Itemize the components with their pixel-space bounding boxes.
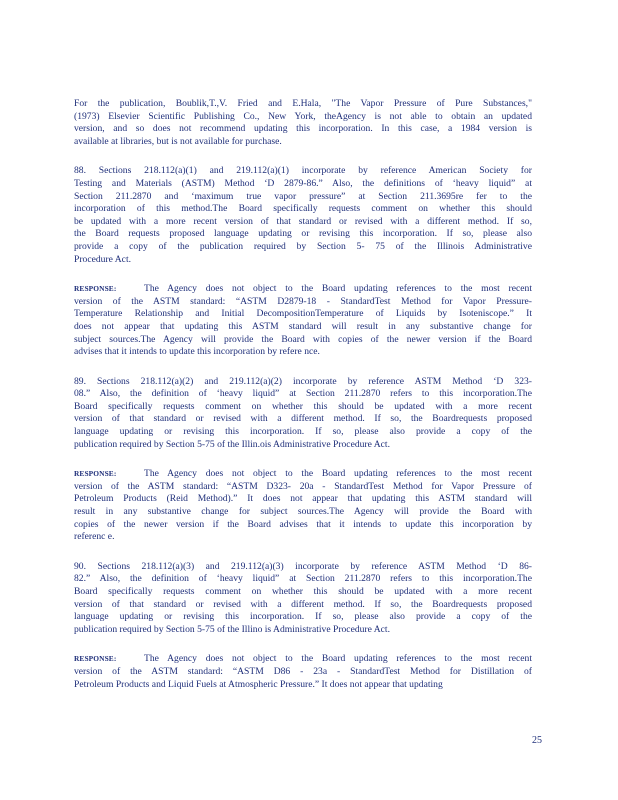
text-line (74, 493, 532, 506)
text-line (74, 123, 532, 136)
text-line (74, 296, 532, 309)
comment-paragraph (74, 98, 532, 148)
line-text: Temperature Relationship and Initial DecompositionTemperature of Liquids by Isoteniscope.” It (74, 308, 532, 320)
line-text: available at libraries, but is not available for purchase. (74, 135, 282, 147)
line-text: be updated with a more recent version of that standard or revised with a different method. If so, (74, 215, 532, 227)
text-line (74, 519, 532, 532)
comment-paragraph (74, 376, 532, 452)
line-text: The Agency does not object to the Board updating references to the most recent (144, 653, 532, 665)
text-line (74, 506, 532, 519)
text-line (74, 531, 532, 544)
text-line (74, 191, 532, 204)
line-text: Section 211.2870 and ‘maximum true vapor pressure” at Section 211.3695re fer to the (74, 190, 532, 202)
line-text: language updating or revising this incorporation. If so, please also provide a copy of the (74, 426, 532, 438)
text-line (74, 388, 532, 401)
line-text: Board specifically requests comment on whether this should be updated with a more recent (74, 586, 532, 597)
line-text: version of the ASTM standard: “ASTM D86 - 23a - StandardTest Method for Distillation of (74, 665, 532, 677)
text-line (74, 679, 532, 692)
text-line (74, 426, 532, 439)
line-text: provide a copy of the publication required by Section 5- 75 of the Illinois Administrative (74, 240, 532, 252)
text-line (74, 321, 532, 334)
text-line (74, 481, 532, 494)
line-text: referenc e. (74, 531, 115, 543)
text-line (74, 98, 532, 111)
text-line (74, 203, 532, 216)
response-label: RESPONSE: (74, 284, 117, 294)
text-line (74, 573, 532, 586)
line-text: 90. Sections 218.112(a)(3) and 219.112(a)(3) incorporate by reference ASTM Method ‘D 86- (74, 560, 532, 572)
response-paragraph (74, 653, 532, 691)
text-line (74, 666, 532, 679)
line-text: the Board requests proposed language updating or revising this incorporation. If so, please also (74, 228, 532, 240)
text-line (74, 439, 532, 452)
line-text: version of that standard or revised with a different method. If so, the Boardrequests proposed (74, 413, 532, 425)
line-text: incorporation of this method.The Board specifically requests comment on whether this should (74, 203, 532, 215)
text-line (74, 111, 532, 124)
line-text: publication required by Section 5-75 of the Illino is Administrative Procedure Act. (74, 623, 390, 635)
line-text: language updating or revising this incorporation. If so, please also provide a copy of the (74, 611, 532, 623)
text-line (74, 216, 532, 229)
text-line (74, 413, 532, 426)
text-line (74, 611, 532, 624)
text-line (74, 586, 532, 599)
line-text: 88. Sections 218.112(a)(1) and 219.112(a)(1) incorporate by reference American Society for (74, 165, 532, 177)
text-line (74, 376, 532, 389)
text-line (74, 136, 532, 149)
line-text: copies of the newer version if the Board advises that it intends to update this incorporation by (74, 518, 532, 530)
line-text: Testing and Materials (ASTM) Method ‘D 2879-86.” Also, the definitions of ‘heavy liquid” at (74, 177, 532, 189)
line-text: subject sources.The Agency will provide the Board with copies of the newer version if the Board (74, 333, 532, 345)
text-line (74, 653, 532, 666)
line-text: version of the ASTM standard: “ASTM D2879-18 - StandardTest Method for Vapor Pressure- (74, 295, 532, 307)
line-text: (1973) Elsevier Scientific Publishing Co., New York, theAgency is not able to obtain an updated (74, 110, 532, 122)
text-line (74, 401, 532, 414)
text-line (74, 561, 532, 574)
line-text: The Agency does not object to the Board updating references to the most recent (144, 283, 532, 295)
text-line (74, 283, 532, 296)
text-line (74, 165, 532, 178)
text-line (74, 178, 532, 191)
comment-paragraph (74, 165, 532, 266)
text-line (74, 241, 532, 254)
line-text: version of that standard or revised with a different method. If so, the Boardrequests proposed (74, 598, 532, 610)
line-text: 08.” Also, the definition of ‘heavy liquid” at Section 211.2870 refers to this incorporation.The (74, 388, 532, 400)
line-text: Petroleum Products and Liquid Fuels at Atmospheric Pressure.” It does not appear that updating (74, 678, 443, 690)
line-text: publication required by Section 5-75 of the Illin.ois Administrative Procedure Act. (74, 438, 390, 450)
text-line (74, 254, 532, 267)
line-text: version, and so does not recommend updating this incorporation. In this case, a 1984 version is (74, 123, 532, 135)
text-line (74, 334, 532, 347)
page-number: 25 (532, 735, 542, 746)
text-line (74, 308, 532, 321)
text-line (74, 468, 532, 481)
line-text: advises that it intends to update this incorporation by refere nce. (74, 346, 320, 358)
text-line (74, 599, 532, 612)
line-text: does not appear that updating this ASTM standard will result in any substantive change for (74, 320, 532, 332)
line-text: Board specifically requests comment on whether this should be updated with a more recent (74, 400, 532, 412)
response-paragraph (74, 468, 532, 544)
text-line (74, 228, 532, 241)
line-text: For the publication, Boublik,T.,V. Fried and E.Hala, "The Vapor Pressure of Pure Substances," (74, 98, 532, 109)
response-label: RESPONSE: (74, 654, 117, 664)
comment-paragraph (74, 561, 532, 637)
text-line (74, 346, 532, 359)
line-text: 82.” Also, the definition of ‘heavy liquid” at Section 211.2870 refers to this incorporation.The (74, 573, 532, 585)
line-text: The Agency does not object to the Board updating references to the most recent (144, 468, 532, 480)
response-label: RESPONSE: (74, 469, 117, 479)
line-text: result in any substantive change for subject sources.The Agency will provide the Board with (74, 506, 532, 518)
line-text: Procedure Act. (74, 253, 132, 265)
response-paragraph (74, 283, 532, 359)
line-text: 89. Sections 218.112(a)(2) and 219.112(a)(2) incorporate by reference ASTM Method ‘D 323- (74, 375, 532, 387)
text-line (74, 624, 532, 637)
line-text: version of the ASTM standard: “ASTM D323- 20a - StandardTest Method for Vapor Pressure of (74, 480, 532, 492)
line-text: Petroleum Products (Reid Method).” It does not appear that updating this ASTM standard will (74, 493, 532, 505)
document-body (74, 98, 532, 708)
